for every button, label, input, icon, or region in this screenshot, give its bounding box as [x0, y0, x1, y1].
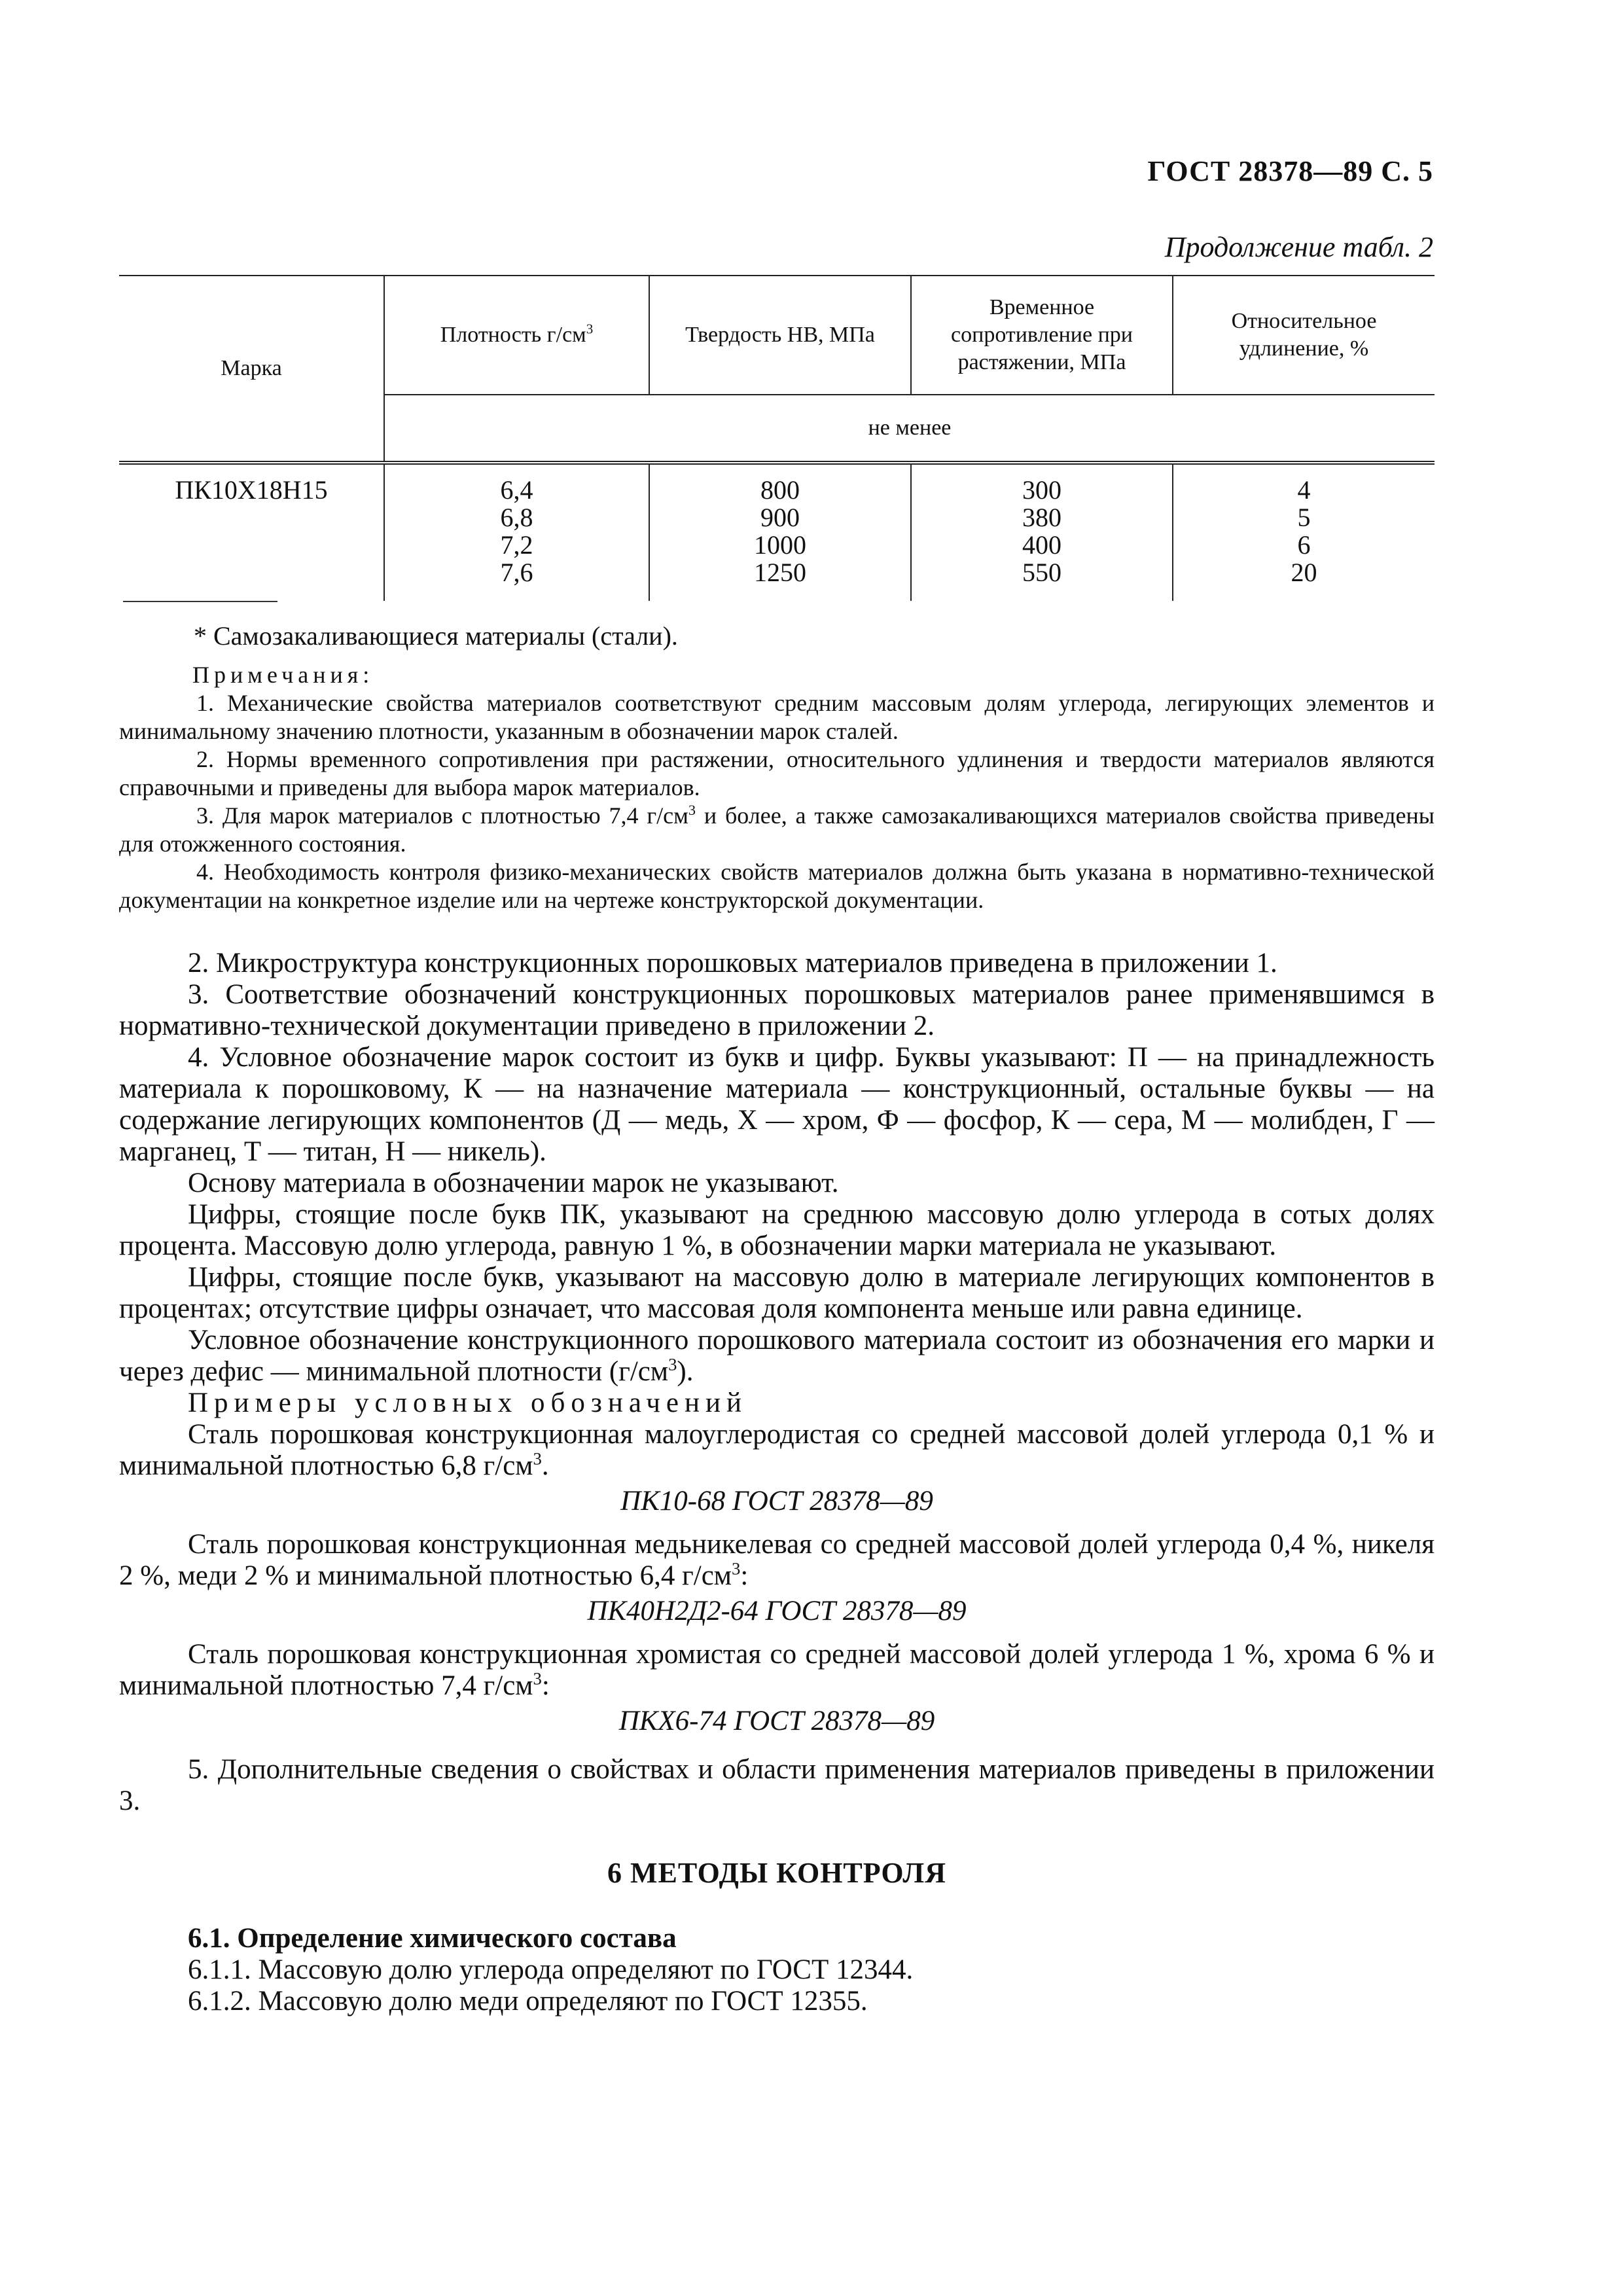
example-1-code: ПК10-68 ГОСТ 28378—89	[620, 1486, 933, 1516]
footnote: * Самозакаливающиеся материалы (стали).	[194, 621, 678, 651]
cell-density: 6,4 6,8 7,2 7,6	[384, 463, 649, 601]
note-1: 1. Механические свойства материалов соответствуют средним массовым долям углерода, легирующих элементов и минимальному значению плотности, указанным в обозначении марок сталей.	[119, 690, 1435, 744]
footnote-divider	[123, 601, 277, 602]
paragraph-5: 5. Дополнительные сведения о свойствах и области применения материалов приведены в приложении 3.	[119, 1754, 1435, 1816]
header-density: Плотность $г/см^3$	[384, 276, 649, 395]
header-elongation: Относительное удлинение, %	[1173, 276, 1435, 395]
paragraph-2: 2. Микроструктура конструкционных порошковых материалов приведена в приложении 1.	[188, 948, 1277, 978]
notes-block	[119, 661, 1435, 914]
example-3-code: ПКХ6-74 ГОСТ 28378—89	[618, 1706, 935, 1736]
body-text	[119, 948, 1435, 2017]
paragraph-4e: Условное обозначение конструкционного порошкового материала состоит из обозначения его марки и через дефис — минимальной плотности $(г/см^3)$.	[119, 1325, 1435, 1387]
header-marka: Марка	[119, 276, 384, 463]
cell-elongation: 4 5 6 20	[1173, 463, 1435, 601]
section-heading: 6 МЕТОДЫ КОНТРОЛЯ	[607, 1857, 946, 1889]
paragraph-3: 3. Соответствие обозначений конструкционных порошковых материалов ранее применявшимся в нормативно-технической документации приведено в приложении 2.	[119, 979, 1435, 1041]
clause-6-1-1: 6.1.1. Массовую долю углерода определяют по ГОСТ 12344.	[188, 1954, 914, 1985]
paragraph-4c: Цифры, стоящие после букв ПК, указывают на среднюю массовую долю углерода в сотых долях процента. Массовую долю углерода, равную 1 %, в обозначении марки материала не указывают.	[119, 1199, 1435, 1261]
properties-table	[119, 275, 1435, 601]
cell-hardness: 800 900 1000 1250	[649, 463, 911, 601]
header-tensile: Временное сопротивление при растяжении, МПа	[911, 276, 1173, 395]
cell-marka: ПК10Х18Н15	[175, 475, 328, 505]
paragraph-4: 4. Условное обозначение марок состоит из букв и цифр. Буквы указывают: П — на принадлежность материала к порошковому, К — на назначение материала — конструкционный, остальные буквы — на содержание легирующих компонентов (Д — медь, Х — хром, Ф — фосфор, К — сера, М — молибден, Г — марганец, Т — титан, Н — никель).	[119, 1042, 1435, 1167]
header-hardness: Твердость НВ, МПа	[649, 276, 911, 395]
table-continuation-label: Продолжение табл. 2	[1164, 231, 1433, 263]
examples-title: Примеры условных обозначений	[188, 1388, 747, 1418]
example-2-code: ПК40Н2Д2-64 ГОСТ 28378—89	[587, 1596, 967, 1626]
notes-title: Примечания:	[192, 662, 374, 688]
paragraph-4d: Цифры, стоящие после букв, указывают на массовую долю в материале легирующих компонентов в процентах; отсутствие цифры означает, что массовая доля компонента меньше или равна единице.	[119, 1262, 1435, 1324]
note-4: 4. Необходимость контроля физико-механических свойств материалов должна быть указана в нормативно-технической документации на конкретное изделие или на чертеже конструкторской документации.	[119, 859, 1435, 913]
paragraph-4b: Основу материала в обозначении марок не указывают.	[188, 1168, 839, 1198]
subsection-6-1: 6.1. Определение химического состава	[188, 1923, 677, 1954]
clause-6-1-2: 6.1.2. Массовую долю меди определяют по ГОСТ 12355.	[188, 1986, 868, 2017]
table-row	[119, 463, 1435, 601]
note-2: 2. Нормы временного сопротивления при растяжении, относительного удлинения и твердости материалов являются справочными и приведены для выбора марок материалов.	[119, 746, 1435, 800]
example-3: Сталь порошковая конструкционная хромистая со средней массовой долей углерода 1 %, хрома 6 % и минимальной плотностью 7,4 $г/см^3$:	[119, 1639, 1435, 1701]
example-2: Сталь порошковая конструкционная медьникелевая со средней массовой долей углерода 0,4 %, никеля 2 %, меди 2 % и минимальной плотностью 6,4 $г/см^3$:	[119, 1529, 1435, 1591]
example-1: Сталь порошковая конструкционная малоуглеродистая со средней массовой долей углерода 0,1 % и минимальной плотностью 6,8 $г/см^3$.	[119, 1419, 1435, 1481]
page-header: ГОСТ 28378—89 С. 5	[1147, 155, 1433, 187]
header-not-less: не менее	[384, 395, 1435, 463]
cell-tensile: 300 380 400 550	[911, 463, 1173, 601]
note-3: 3. Для марок материалов с плотностью 7,4 $г/см^3$ и более, а также самозакаливающихся материалов свойства приведены для отожженного состояния.	[119, 802, 1435, 857]
